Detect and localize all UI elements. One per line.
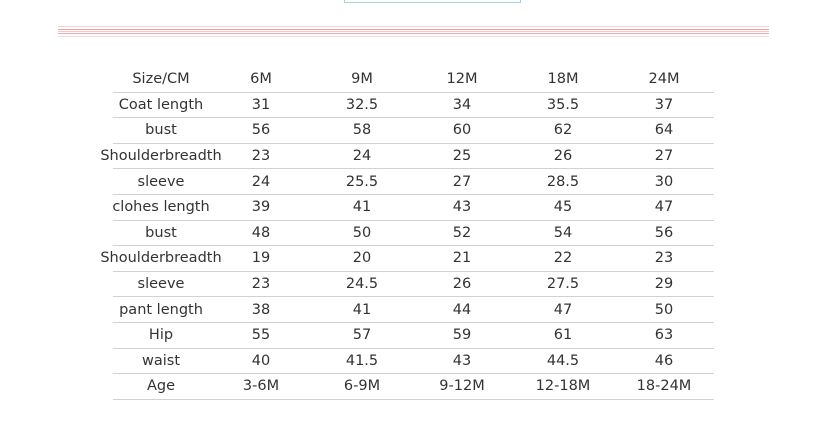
table-cell: 25.5 bbox=[345, 173, 379, 190]
table-cell: 60 bbox=[452, 122, 472, 139]
stripe-line bbox=[58, 36, 769, 37]
table-cell: 27 bbox=[654, 148, 674, 165]
table-cell: 62 bbox=[553, 122, 573, 139]
row-label: Age bbox=[146, 378, 176, 395]
row-label: Hip bbox=[148, 327, 174, 344]
table-cell: 50 bbox=[654, 301, 674, 318]
stripe-line bbox=[58, 31, 769, 32]
row-label: waist bbox=[141, 352, 181, 369]
table-cell: 31 bbox=[251, 96, 271, 113]
row-label: bust bbox=[145, 122, 177, 139]
table-cell: 50 bbox=[352, 224, 372, 241]
stripe-line bbox=[58, 33, 769, 34]
row-label: Shoulderbreadth bbox=[100, 250, 222, 267]
size-chart-table bbox=[100, 67, 714, 400]
table-row bbox=[113, 118, 714, 144]
table-cell: 48 bbox=[251, 224, 271, 241]
table-cell: 47 bbox=[553, 301, 573, 318]
row-label: sleeve bbox=[137, 173, 185, 190]
table-cell: 12-18M bbox=[535, 378, 591, 395]
table-cell: 19 bbox=[251, 250, 271, 267]
table-row bbox=[113, 349, 714, 375]
table-cell: 54 bbox=[553, 224, 573, 241]
table-header-row bbox=[113, 67, 714, 93]
table-row bbox=[113, 297, 714, 323]
header-cell: 6M bbox=[250, 71, 272, 88]
table-cell: 58 bbox=[352, 122, 372, 139]
table-row bbox=[113, 272, 714, 298]
table-cell: 47 bbox=[654, 199, 674, 216]
table-cell: 23 bbox=[251, 148, 271, 165]
table-cell: 24.5 bbox=[345, 276, 379, 293]
table-cell: 56 bbox=[251, 122, 271, 139]
table-row bbox=[113, 221, 714, 247]
table-cell: 57 bbox=[352, 327, 372, 344]
table-row bbox=[113, 93, 714, 119]
table-cell: 41.5 bbox=[345, 352, 379, 369]
header-cell: 9M bbox=[351, 71, 373, 88]
table-cell: 64 bbox=[654, 122, 674, 139]
table-row bbox=[100, 144, 714, 170]
table-row bbox=[113, 195, 714, 221]
row-label: Coat length bbox=[118, 96, 204, 113]
row-label: sleeve bbox=[137, 276, 185, 293]
table-cell: 45 bbox=[553, 199, 573, 216]
header-cell: 12M bbox=[446, 71, 478, 88]
table-cell: 27.5 bbox=[546, 276, 580, 293]
table-cell: 27 bbox=[452, 173, 472, 190]
row-label: clohes length bbox=[112, 199, 210, 216]
table-row bbox=[100, 246, 714, 272]
table-cell: 34 bbox=[452, 96, 472, 113]
header-cell: 18M bbox=[547, 71, 579, 88]
table-cell: 40 bbox=[251, 352, 271, 369]
table-cell: 44 bbox=[452, 301, 472, 318]
table-cell: 41 bbox=[352, 199, 372, 216]
table-cell: 43 bbox=[452, 352, 472, 369]
table-cell: 23 bbox=[251, 276, 271, 293]
table-cell: 6-9M bbox=[343, 378, 381, 395]
table-cell: 44.5 bbox=[546, 352, 580, 369]
table-cell: 22 bbox=[553, 250, 573, 267]
header-cell: Size/CM bbox=[132, 71, 190, 88]
table-cell: 9-12M bbox=[439, 378, 485, 395]
row-label: Shoulderbreadth bbox=[100, 148, 222, 165]
table-cell: 26 bbox=[452, 276, 472, 293]
table-cell: 37 bbox=[654, 96, 674, 113]
table-cell: 59 bbox=[452, 327, 472, 344]
table-cell: 3-6M bbox=[242, 378, 280, 395]
table-cell: 61 bbox=[553, 327, 573, 344]
table-cell: 30 bbox=[654, 173, 674, 190]
table-cell: 25 bbox=[452, 148, 472, 165]
row-label: bust bbox=[145, 224, 177, 241]
table-cell: 46 bbox=[654, 352, 674, 369]
table-cell: 52 bbox=[452, 224, 472, 241]
table-cell: 18-24M bbox=[636, 378, 692, 395]
table-row bbox=[113, 169, 714, 195]
table-cell: 28.5 bbox=[546, 173, 580, 190]
table-cell: 55 bbox=[251, 327, 271, 344]
table-cell: 23 bbox=[654, 250, 674, 267]
table-cell: 29 bbox=[654, 276, 674, 293]
top-tab-outline bbox=[344, 0, 521, 3]
table-cell: 24 bbox=[352, 148, 372, 165]
table-cell: 35.5 bbox=[546, 96, 580, 113]
header-cell: 24M bbox=[648, 71, 680, 88]
row-label: pant length bbox=[119, 301, 203, 318]
table-cell: 26 bbox=[553, 148, 573, 165]
table-row bbox=[113, 374, 714, 400]
table-cell: 38 bbox=[251, 301, 271, 318]
table-cell: 63 bbox=[654, 327, 674, 344]
table-cell: 21 bbox=[452, 250, 472, 267]
table-cell: 39 bbox=[251, 199, 271, 216]
table-cell: 43 bbox=[452, 199, 472, 216]
table-cell: 56 bbox=[654, 224, 674, 241]
table-cell: 24 bbox=[251, 173, 271, 190]
stripe-line bbox=[58, 29, 769, 30]
table-cell: 32.5 bbox=[345, 96, 379, 113]
table-cell: 41 bbox=[352, 301, 372, 318]
table-row bbox=[113, 323, 714, 349]
stripe-line bbox=[58, 26, 769, 27]
table-cell: 20 bbox=[352, 250, 372, 267]
